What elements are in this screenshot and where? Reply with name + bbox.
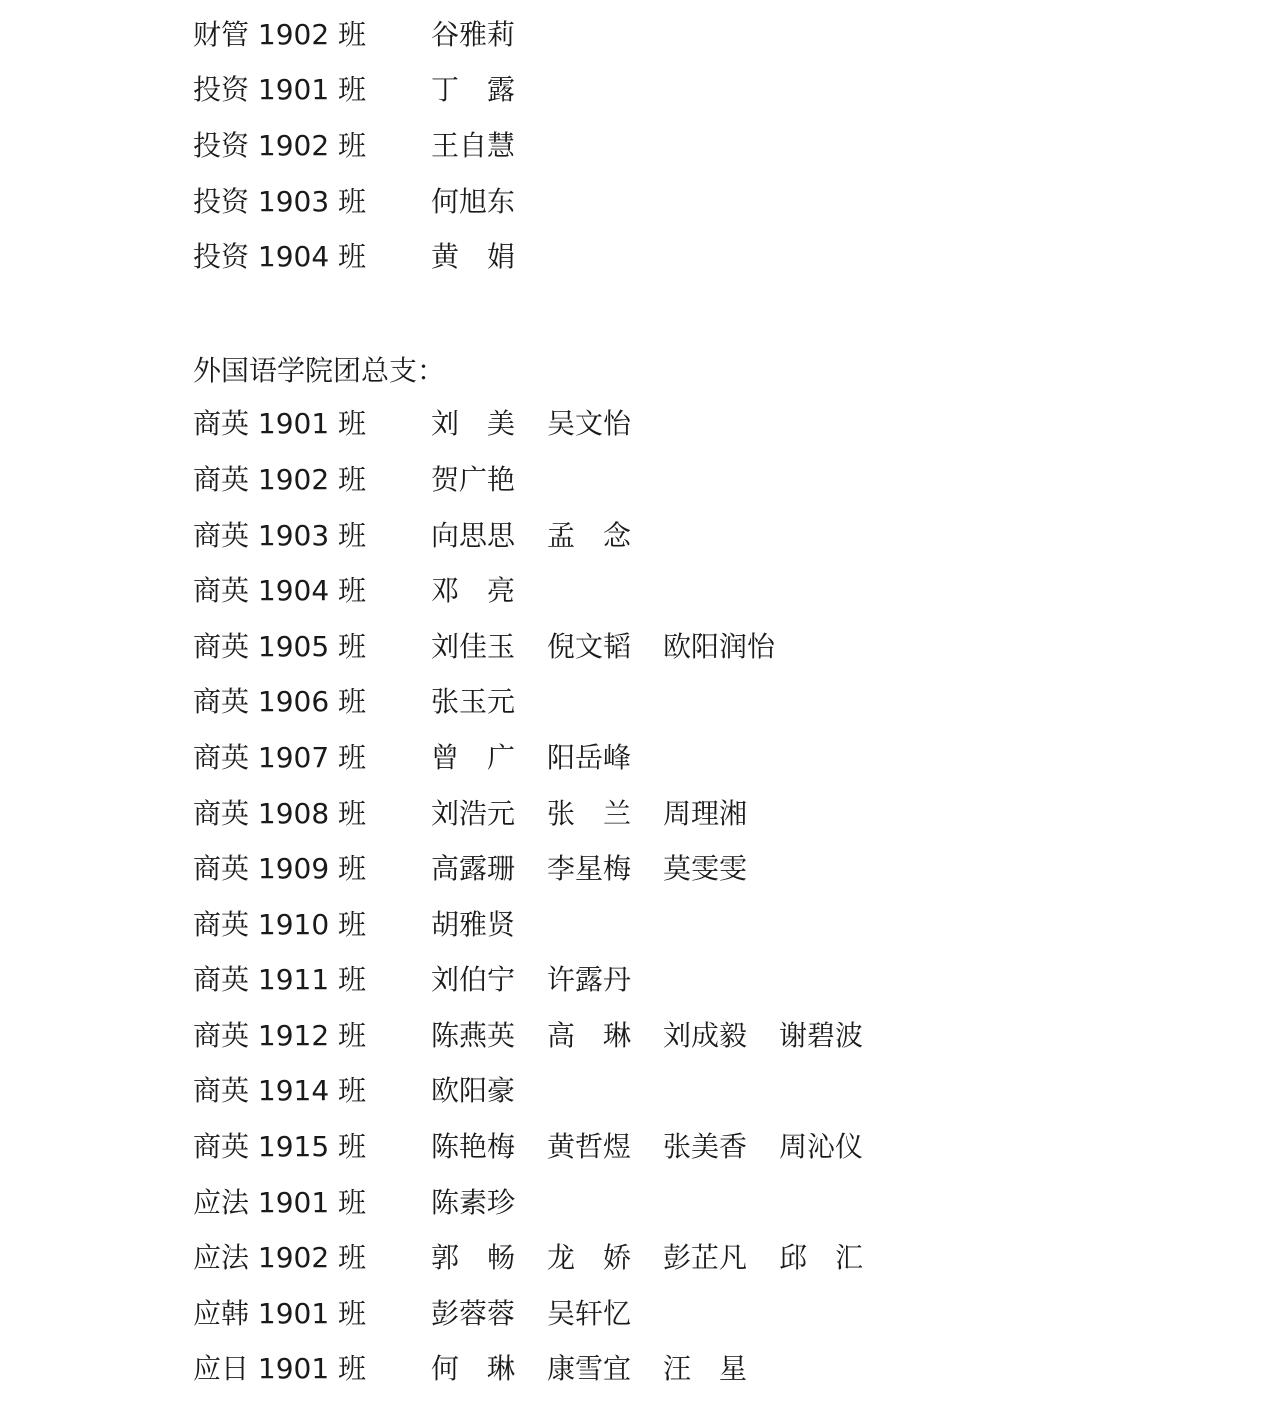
class-name: 商英 1910 班: [193, 907, 367, 941]
member-name: 刘佳玉: [431, 629, 516, 663]
foreign-language-section: [193, 397, 1193, 1398]
member-name: 许露丹: [547, 963, 632, 997]
class-row: [193, 229, 1193, 285]
class-name: 应法 1902 班: [193, 1241, 367, 1275]
class-name: 应日 1901 班: [193, 1352, 367, 1386]
class-name: 财管 1902 班: [193, 17, 367, 51]
member-names: [431, 852, 779, 886]
class-row: [193, 1119, 1193, 1175]
class-row: [193, 675, 1193, 731]
member-name: 刘成毅: [663, 1018, 748, 1052]
member-name: 张美香: [663, 1130, 748, 1164]
member-names: [431, 128, 547, 162]
member-names: [431, 1296, 663, 1330]
member-names: [431, 73, 547, 107]
class-row: [193, 118, 1193, 174]
member-name: 周理湘: [663, 796, 748, 830]
class-name: 商英 1901 班: [193, 407, 367, 441]
member-names: [431, 1352, 779, 1386]
class-row: [193, 841, 1193, 897]
member-name: 曾 广: [431, 740, 516, 774]
class-row: [193, 1230, 1193, 1286]
member-name: 张 兰: [547, 796, 632, 830]
member-names: [431, 685, 547, 719]
class-name: 商英 1906 班: [193, 685, 367, 719]
member-names: [431, 518, 663, 552]
member-name: 黄哲煜: [547, 1130, 632, 1164]
member-names: [431, 184, 547, 218]
member-names: [431, 1074, 547, 1108]
member-names: [431, 17, 547, 51]
class-row: [193, 7, 1193, 63]
class-row: [193, 1286, 1193, 1342]
class-name: 商英 1902 班: [193, 462, 367, 496]
class-name: 商英 1905 班: [193, 629, 367, 663]
member-names: [431, 1130, 895, 1164]
member-name: 康雪宜: [547, 1352, 632, 1386]
member-name: 邓 亮: [431, 574, 516, 608]
member-names: [431, 462, 547, 496]
member-name: 吴文怡: [547, 407, 632, 441]
member-name: 倪文韬: [547, 629, 632, 663]
class-name: 商英 1911 班: [193, 963, 367, 997]
class-name: 商英 1903 班: [193, 518, 367, 552]
class-row: [193, 563, 1193, 619]
member-name: 刘伯宁: [431, 963, 516, 997]
class-name: 商英 1914 班: [193, 1074, 367, 1108]
member-name: 胡雅贤: [431, 907, 516, 941]
member-names: [431, 963, 663, 997]
member-names: [431, 240, 547, 274]
member-name: 高 琳: [547, 1018, 632, 1052]
section-heading: 外国语学院团总支：: [193, 353, 446, 387]
class-row: [193, 1175, 1193, 1231]
class-row: [193, 452, 1193, 508]
member-name: 黄 娟: [431, 240, 516, 274]
class-name: 商英 1904 班: [193, 574, 367, 608]
class-row: [193, 1342, 1193, 1398]
member-name: 向思思: [431, 518, 516, 552]
member-name: 张玉元: [431, 685, 516, 719]
member-name: 李星梅: [547, 852, 632, 886]
class-row: [193, 953, 1193, 1009]
document-body: [193, 7, 1193, 1397]
member-name: 谷雅莉: [431, 17, 516, 51]
member-name: 刘浩元: [431, 796, 516, 830]
member-name: 邱 汇: [779, 1241, 864, 1275]
finance-section: [193, 7, 1193, 285]
member-name: 彭芷凡: [663, 1241, 748, 1275]
class-row: [193, 1008, 1193, 1064]
class-row: [193, 174, 1193, 230]
member-names: [431, 740, 663, 774]
member-name: 龙 娇: [547, 1241, 632, 1275]
member-name: 何 琳: [431, 1352, 516, 1386]
class-name: 投资 1902 班: [193, 128, 367, 162]
member-names: [431, 1241, 895, 1275]
class-name: 商英 1915 班: [193, 1130, 367, 1164]
member-name: 陈燕英: [431, 1018, 516, 1052]
member-name: 彭蓉蓉: [431, 1296, 516, 1330]
class-row: [193, 786, 1193, 842]
class-row: [193, 730, 1193, 786]
member-names: [431, 1185, 547, 1219]
class-name: 应法 1901 班: [193, 1185, 367, 1219]
member-name: 欧阳润怡: [663, 629, 776, 663]
member-names: [431, 1018, 895, 1052]
class-name: 投资 1903 班: [193, 184, 367, 218]
class-name: 商英 1912 班: [193, 1018, 367, 1052]
member-name: 欧阳豪: [431, 1074, 516, 1108]
member-name: 贺广艳: [431, 462, 516, 496]
member-name: 郭 畅: [431, 1241, 516, 1275]
member-name: 汪 星: [663, 1352, 748, 1386]
member-name: 丁 露: [431, 73, 516, 107]
class-row: [193, 508, 1193, 564]
member-name: 莫雯雯: [663, 852, 748, 886]
class-name: 投资 1904 班: [193, 240, 367, 274]
member-name: 阳岳峰: [547, 740, 632, 774]
member-name: 周沁仪: [779, 1130, 864, 1164]
member-name: 陈素珍: [431, 1185, 516, 1219]
member-name: 陈艳梅: [431, 1130, 516, 1164]
class-row: [193, 1064, 1193, 1120]
class-name: 投资 1901 班: [193, 73, 367, 107]
member-names: [431, 407, 663, 441]
class-name: 应韩 1901 班: [193, 1296, 367, 1330]
class-row: [193, 619, 1193, 675]
member-name: 刘 美: [431, 407, 516, 441]
member-names: [431, 574, 547, 608]
member-name: 谢碧波: [779, 1018, 864, 1052]
class-name: 商英 1909 班: [193, 852, 367, 886]
class-row: [193, 897, 1193, 953]
member-name: 孟 念: [547, 518, 632, 552]
member-name: 高露珊: [431, 852, 516, 886]
class-name: 商英 1907 班: [193, 740, 367, 774]
member-name: 王自慧: [431, 128, 516, 162]
class-row: [193, 397, 1193, 453]
class-name: 商英 1908 班: [193, 796, 367, 830]
section-spacer: [193, 285, 1193, 341]
member-name: 吴轩忆: [547, 1296, 632, 1330]
member-names: [431, 796, 779, 830]
class-row: [193, 63, 1193, 119]
member-name: 何旭东: [431, 184, 516, 218]
member-names: [431, 629, 807, 663]
member-names: [431, 907, 547, 941]
